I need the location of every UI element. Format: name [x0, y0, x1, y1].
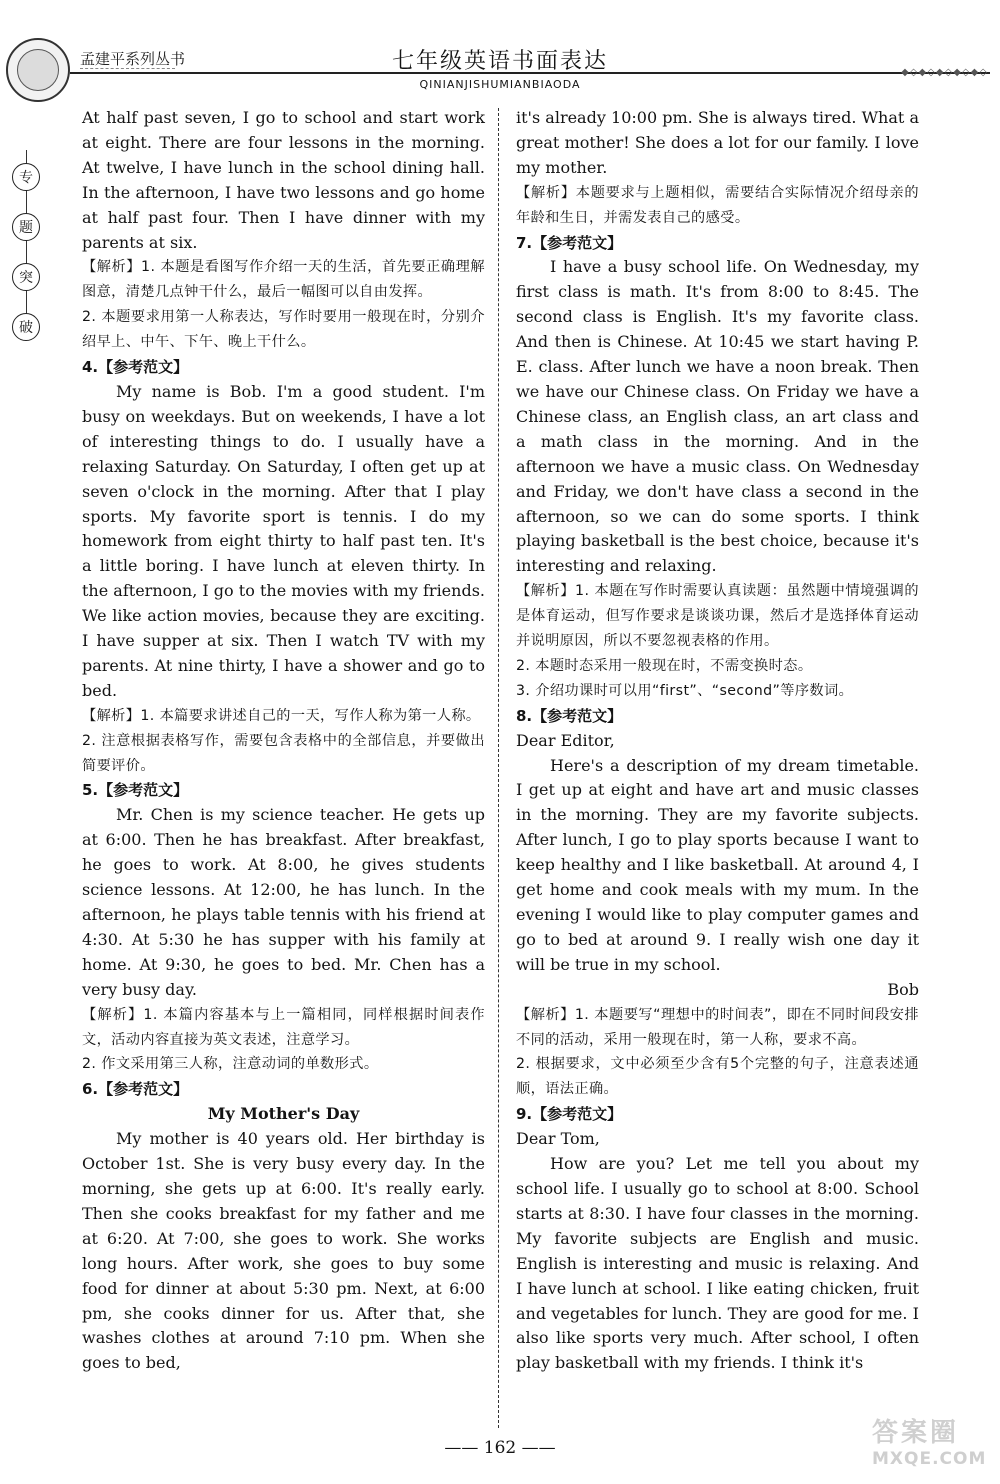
- analysis-note: 【解析】1. 本题要写“理想中的时间表”，即在不同时间段安排不同的活动，采用一般现在时，第一人称，要求不高。: [516, 1006, 919, 1048]
- paragraph: My name is Bob. I'm a good student. I'm busy on weekdays. But on weekends, I have a lot of interesting things to do. I usually have a relaxing Saturday. On Saturday, I often get up at seven o'clock in the morning. After that I play sports. My favorite sport is tennis. I do my homework from eight thirty to half past ten. It's a little boring. I have lunch at eleven thirty. In the afternoon, I go to the movies with my friends. We like action movies, because they are exciting. I have supper at six. Then I watch TV with my parents. At nine thirty, I have a shower and go to bed.: [82, 381, 485, 700]
- section-heading: 8.【参考范文】: [516, 706, 623, 725]
- analysis-note: 【解析】1. 本篇要求讲述自己的一天，写作人称为第一人称。: [82, 707, 481, 724]
- side-tab-4: 破: [12, 313, 40, 341]
- analysis-note: 【解析】1. 本题是看图写作介绍一天的生活，首先要正确理解图意，清楚几点钟干什么，最后一幅图可以自由发挥。: [82, 259, 485, 301]
- analysis-note: 2. 本题要求用第一人称表达，写作时要用一般现在时，分别介绍早上、中午、下午、晚上干什么。: [82, 309, 485, 351]
- header-rule: [70, 72, 990, 74]
- analysis-note: 【解析】1. 本篇内容基本与上一篇相同，同样根据时间表作文，活动内容直接为英文表述，注意学习。: [82, 1006, 485, 1048]
- paragraph: At half past seven, I go to school and start work at eight. There are four lessons in the morning. At twelve, I have lunch in the school dining hall. In the afternoon, I have two lessons and go home at half past four. Then I have dinner with my parents at six.: [82, 108, 485, 252]
- side-tab-2: 题: [12, 213, 40, 241]
- analysis-note: 【解析】本题要求与上题相似，需要结合实际情况介绍母亲的年龄和生日，并需发表自己的感受。: [516, 184, 919, 226]
- paragraph: I have a busy school life. On Wednesday, my first class is math. It's from 8:00 to 8:45. The second class is English. It's my favorite class. And then is Chinese. At 10:45 we start having P. E. class. After lunch we have a noon break. Then we have our Chinese class. On Friday we have a Chinese class, an English class, an art class and a math class in the morning. And in the afternoon we have a music class. On Wednesday and Friday, we don't have class a second in the afternoon, so we can do some sports. I think playing basketball is the best choice, because it's interesting and relaxing.: [516, 257, 919, 576]
- signature: Bob: [887, 979, 919, 999]
- paragraph: it's already 10:00 pm. She is always tired. What a great mother! She does a lot for our family. I love my mother.: [516, 108, 919, 177]
- section-heading: 4.【参考范文】: [82, 358, 189, 377]
- paragraph: Dear Tom,: [516, 1129, 600, 1149]
- paragraph: Here's a description of my dream timetable. I get up at eight and have art and music classes in the morning. They are my favorite subjects. After lunch, I go to play sports because I want to keep healthy and I like basketball. At around 4, I get home and cook meals with my mum. In the evening I would like to play computer games and go to bed at around 9. I really wish one day it will be true in my school.: [516, 755, 919, 974]
- watermark-logo: [872, 1412, 987, 1472]
- book-pinyin: QINIANJISHUMIANBIAODA: [419, 78, 581, 91]
- right-column: [516, 106, 919, 1376]
- paragraph: How are you? Let me tell you about my school life. I usually go to school at 8:00. School starts at 8:30. I have four classes in the morning. My favorite subjects are English and music. English is interesting and music is relaxing. And I have lunch at school. I like eating chicken, fruit and vegetables for lunch. They are good for me. I also like sports very much. After school, I often play basketball with my friends. I think it's: [516, 1154, 919, 1373]
- page-header: [0, 0, 1000, 100]
- section-heading: 6.【参考范文】: [82, 1080, 189, 1099]
- section-heading: 7.【参考范文】: [516, 233, 623, 252]
- paragraph: My mother is 40 years old. Her birthday is October 1st. She is very busy every day. In the morning, she gets up at 6:00. It's really early. Then she cooks breakfast for my father and me at 6:20. At 7:00, she goes to work. She works long hours. After work, she goes to buy some food for dinner at about 5:30 pm. Next, at 6:00 pm, she cooks dinner for us. After that, she washes clothes at around 7:10 pm. When she goes to bed,: [82, 1129, 485, 1373]
- section-heading: 5.【参考范文】: [82, 781, 189, 800]
- analysis-note: 3. 介绍功课时可以用“first”、“second”等序数词。: [516, 682, 854, 699]
- series-name: 孟建平系列丛书: [80, 50, 186, 68]
- analysis-note: 2. 作文采用第三人称，注意动词的单数形式。: [82, 1056, 379, 1073]
- paragraph: Mr. Chen is my science teacher. He gets up at 6:00. Then he has breakfast. After breakfast, he goes to work. At 8:00, he gives students science lessons. At 12:00, he has lunch. In the afternoon, he plays table tennis with his friend at 4:30. At 5:30 he has supper with his family at home. At 9:30, he goes to bed. Mr. Chen has a very busy day.: [82, 805, 485, 999]
- analysis-note: 2. 注意根据表格写作，需要包含表格中的全部信息，并要做出简要评价。: [82, 732, 485, 774]
- book-title: 七年级英语书面表达: [391, 49, 608, 74]
- header-dots: ◆◇◆◇◆◇◆◇◆◇: [901, 67, 988, 78]
- section-heading: 9.【参考范文】: [516, 1105, 623, 1124]
- page-number: —— 162 ——: [444, 1438, 556, 1458]
- side-tabs: [12, 163, 42, 363]
- paragraph: Dear Editor,: [516, 730, 615, 750]
- side-tab-1: 专: [12, 163, 40, 191]
- analysis-note: 2. 根据要求，文中必须至少含有5个完整的句子，注意表述通顺，语法正确。: [516, 1056, 919, 1098]
- analysis-note: 2. 本题时态采用一般现在时，不需变换时态。: [516, 657, 813, 674]
- essay-title: My Mother's Day: [207, 1104, 360, 1124]
- watermark-url: MXQE.COM: [872, 1449, 987, 1469]
- side-tab-3: 突: [12, 263, 40, 291]
- column-divider: [498, 108, 499, 1428]
- watermark-text: 答案圈: [872, 1418, 960, 1448]
- analysis-note: 【解析】1. 本题在写作时需要认真读题：虽然题中情境强调的是体育运动，但写作要求是谈谈功课，然后才是选择体育运动并说明原因，所以不要忽视表格的作用。: [516, 583, 919, 650]
- left-column: [82, 106, 485, 1376]
